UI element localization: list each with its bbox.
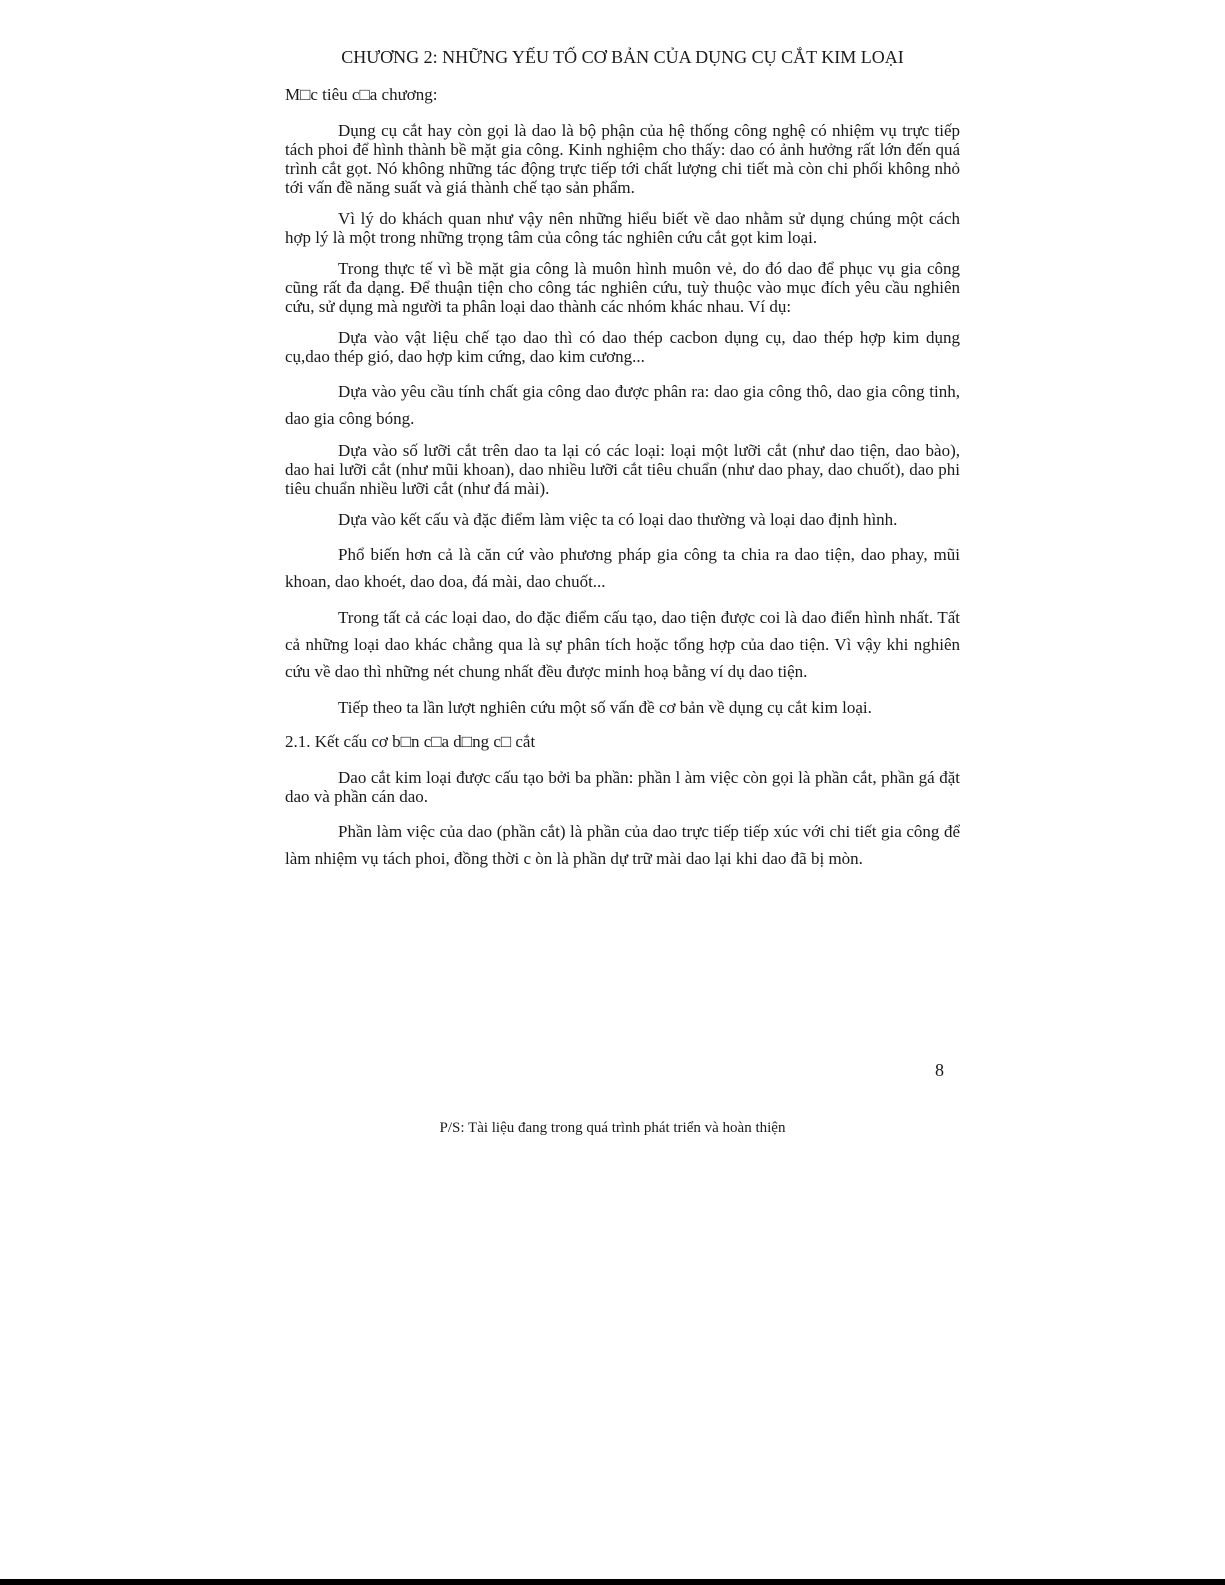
page-number: 8 [935,1060,944,1080]
paragraph-intro: Dụng cụ cắt hay còn gọi là dao là bộ phận của hệ thống công nghệ có nhiệm vụ trực tiếp tách phoi để hình thành bề mặt gia công. Kinh nghiệm cho thấy: dao có ảnh hưởng rất lớn đến quá trình cắt gọt. Nó không những tác động trực tiếp tới chất lượng chi tiết mà còn chi phối không nhỏ tới vấn đề năng suất và giá thành chế tạo sản phẩm. [285,121,960,197]
paragraph-method: Phổ biến hơn cả là căn cứ vào phương pháp gia công ta chia ra dao tiện, dao phay, mũi khoan, dao khoét, dao doa, đá mài, dao chuốt... [285,545,960,591]
chapter-title: CHƯƠNG 2: NHỮNG YẾU TỐ CƠ BẢN CỦA DỤNG CỤ CẮT KIM LOẠI [341,47,904,67]
section-heading: 2.1. Kết cấu cơ b□n c□a d□ng c□ cắt [285,732,536,751]
paragraph-classification: Trong thực tế vì bề mặt gia công là muôn hình muôn vẻ, do đó dao để phục vụ gia công cũng rất đa dạng. Để thuận tiện cho công tác nghiên cứu, tuỳ thuộc vào mục đích yêu cầu nghiên cứu, sử dụng mà người ta phân loại dao thành các nhóm khác nhau. Ví dụ: [285,259,960,316]
paragraph-structure: Dựa vào kết cấu và đặc điểm làm việc ta có loại dao thường và loại dao định hình. [338,510,898,529]
paragraph-tool-parts: Dao cắt kim loại được cấu tạo bởi ba phần: phần l àm việc còn gọi là phần cắt, phần gá đặt dao và phần cán dao. [285,768,960,806]
document-page [285,48,960,881]
paragraph-working-part: Phần làm việc của dao (phần cắt) là phần của dao trực tiếp tiếp xúc với chi tiết gia công để làm nhiệm vụ tách phoi, đồng thời c òn là phần dự trữ mài dao lại khi dao đã bị mòn. [285,822,960,868]
page-footer: P/S: Tài liệu đang trong quá trình phát triển và hoàn thiện [439,1120,786,1136]
paragraph-machining-property: Dựa vào yêu cầu tính chất gia công dao được phân ra: dao gia công thô, dao gia công tinh, dao gia công bóng. [285,382,960,428]
paragraph-reason: Vì lý do khách quan như vậy nên những hiểu biết về dao nhằm sử dụng chúng một cách hợp lý là một trong những trọng tâm của công tác nghiên cứu cắt gọt kim loại. [285,209,960,247]
paragraph-next: Tiếp theo ta lần lượt nghiên cứu một số vấn đề cơ bản về dụng cụ cắt kim loại. [338,698,872,717]
paragraph-lathe-tool: Trong tất cả các loại dao, do đặc điểm cấu tạo, dao tiện được coi là dao điển hình nhất. Tất cả những loại dao khác chẳng qua là sự phân tích hoặc tổng hợp của dao tiện. Vì vậy khi nghiên cứu về dao thì những nét chung nhất đều được minh hoạ bằng ví dụ dao tiện. [285,608,960,681]
paragraph-cutting-edges: Dựa vào số lưỡi cắt trên dao ta lại có các loại: loại một lưỡi cắt (như dao tiện, dao bào), dao hai lưỡi cắt (như mũi khoan), dao nhiều lưỡi cắt tiêu chuẩn (như dao phay, dao chuốt), dao phi tiêu chuẩn nhiều lưỡi cắt (như đá mài). [285,441,960,498]
bottom-border [0,1579,1225,1585]
paragraph-material: Dựa vào vật liệu chế tạo dao thì có dao thép cacbon dụng cụ, dao thép hợp kim dụng cụ,dao thép gió, dao hợp kim cứng, dao kim cương... [285,328,960,366]
objective-heading: M□c tiêu c□a chương: [285,85,438,104]
